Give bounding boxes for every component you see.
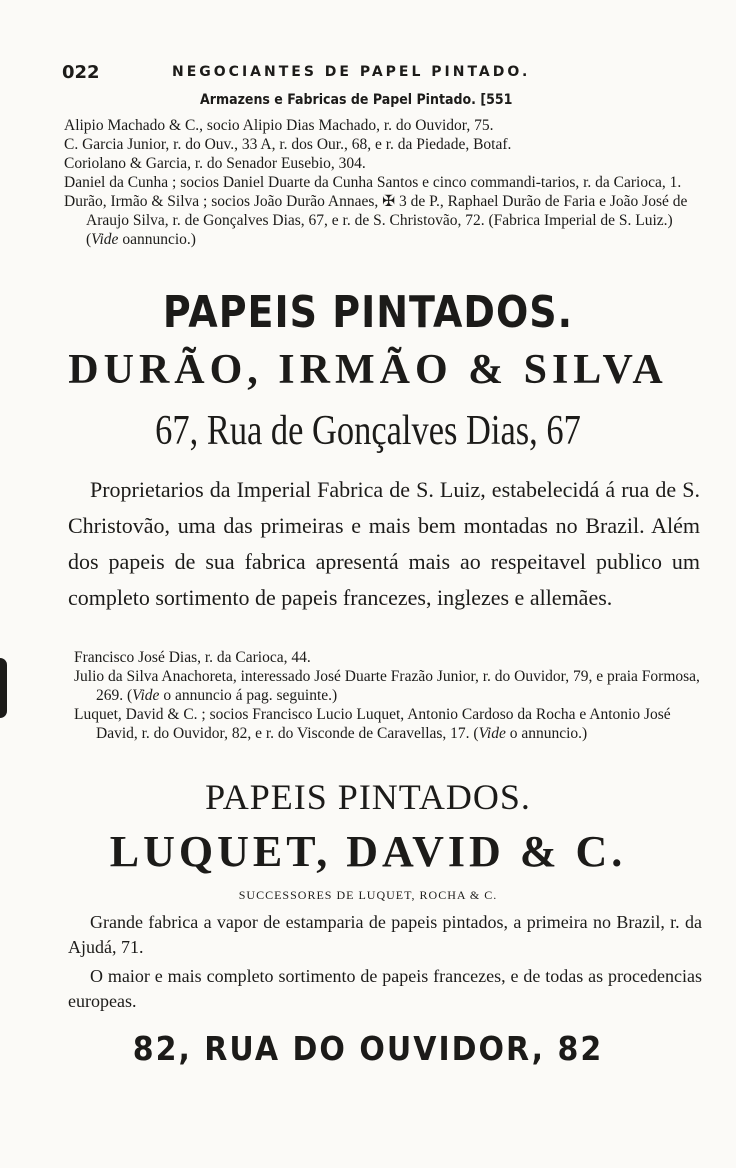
- ad2-body: [68, 910, 702, 1018]
- ad2-body-paragraph: O maior e mais completo sortimento de papeis francezes, e de todas as procedencias europeas.: [68, 966, 702, 1011]
- directory-entry: Coriolano & Garcia, r. do Senador Eusebio, 304.: [64, 155, 366, 172]
- entry-italic: Vide: [132, 687, 160, 704]
- directory-entry: [74, 705, 704, 743]
- entry-text: o annuncio á pag. seguinte.): [159, 687, 338, 704]
- ad1-body: Proprietarios da Imperial Fabrica de S. Luiz, estabelecidá á rua de S. Christovão, uma das primeiras e mais bem montadas no Brazil. Além dos papeis de sua fabrica apresentá mais ao respeitavel publico um completo sortimento de papeis francezes, inglezes e allemães.: [68, 477, 700, 610]
- entry-italic: Vide: [91, 231, 119, 248]
- ad2-title: PAPEIS PINTADOS.: [205, 777, 531, 817]
- entry-text: o annuncio.): [505, 725, 588, 742]
- section-title: Armazens e Fabricas de Papel Pintado. [551: [200, 92, 513, 108]
- directory-entries-top: [64, 116, 704, 249]
- entry-text: Luquet, David & C. ; socios Francisco Lucio Luquet, Antonio Cardoso da Rocha e Antonio José David, r. do Ouvidor, 82, e r. do Visconde de Caravellas, 17. (: [74, 706, 671, 742]
- directory-entry: Daniel da Cunha ; socios Daniel Duarte da Cunha Santos e cinco commandi-tarios, r. da Carioca, 1.: [64, 174, 682, 191]
- ad2-firm-name: LUQUET, DAVID & C.: [109, 827, 627, 876]
- directory-entry: [74, 667, 704, 705]
- ad2-body-paragraph: Grande fabrica a vapor de estamparia de papeis pintados, a primeira no Brazil, r. da Ajudá, 71.: [68, 912, 702, 957]
- page-number: 022: [62, 62, 100, 83]
- margin-mark: [0, 658, 7, 718]
- ad2-subtitle: SUCCESSORES DE LUQUET, ROCHA & C.: [238, 888, 498, 902]
- ad1-title: PAPEIS PINTADOS.: [162, 286, 574, 338]
- directory-entries-mid: [74, 648, 704, 743]
- ad1-address: 67, Rua de Gonçalves Dias, 67: [155, 408, 581, 454]
- ad1-firm-name: DURÃO, IRMÃO & SILVA: [68, 347, 668, 393]
- ad2-address: 82, RUA DO OUVIDOR, 82: [132, 1030, 604, 1069]
- page-header: [62, 62, 702, 84]
- entry-text: oannuncio.): [118, 231, 196, 248]
- entry-text: Julio da Silva Anachoreta, interessado José Duarte Frazão Junior, r. do Ouvidor, 79, e praia Formosa, 269. (: [74, 668, 700, 704]
- directory-entry: Francisco José Dias, r. da Carioca, 44.: [74, 649, 311, 666]
- entry-italic: Vide: [478, 725, 506, 742]
- directory-entry: Alipio Machado & C., socio Alipio Dias Machado, r. do Ouvidor, 75.: [64, 117, 494, 134]
- directory-entry: C. Garcia Junior, r. do Ouv., 33 A, r. dos Our., 68, e r. da Piedade, Botaf.: [64, 136, 512, 153]
- directory-entry: [64, 192, 704, 249]
- entry-text: Durão, Irmão & Silva ; socios João Durão Annaes, ✠ 3 de P., Raphael Durão de Faria e João José de Araujo Silva, r. de Gonçalves Dias, 67, e r. de S. Christovão, 72. (Fabrica Imperial de S. Luiz.) (: [64, 193, 688, 248]
- running-head: NEGOCIANTES DE PAPEL PINTADO.: [172, 64, 531, 80]
